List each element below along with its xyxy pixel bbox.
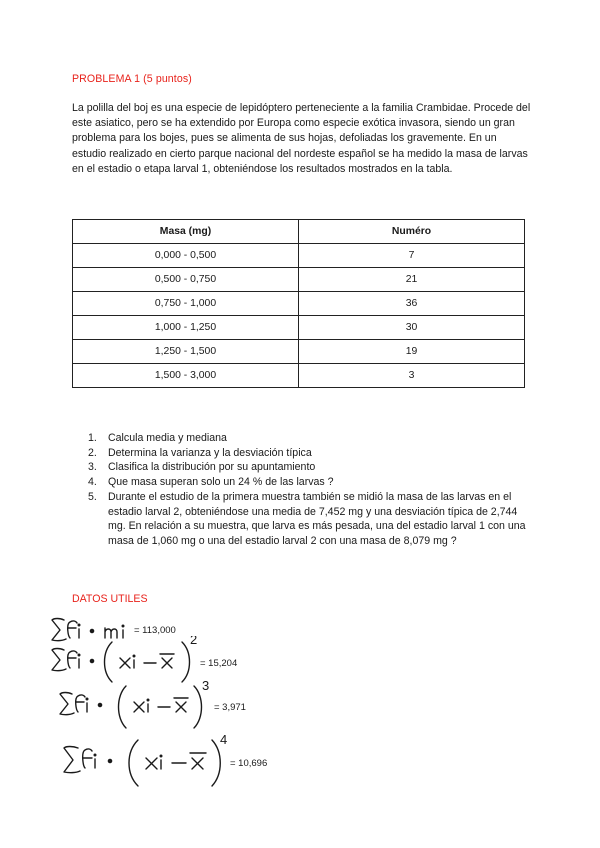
- cell-numero: 21: [299, 268, 525, 292]
- cell-numero: 36: [299, 292, 525, 316]
- question-text: Clasifica la distribución por su apuntamiento: [108, 461, 316, 474]
- question-number: 4.: [88, 476, 97, 489]
- formula-sum-fourth: [60, 732, 300, 788]
- question-text: Calcula media y mediana: [108, 432, 227, 444]
- question-text: Determina la varianza y la desviación típica: [108, 446, 312, 459]
- cell-masa: 1,500 - 3,000: [73, 364, 299, 388]
- problem-title: PROBLEMA 1 (5 puntos): [72, 73, 192, 85]
- cell-masa: 0,750 - 1,000: [73, 292, 299, 316]
- formula-value: = 15,204: [200, 658, 238, 669]
- list-item: [72, 431, 532, 446]
- table-row: [73, 340, 525, 364]
- data-table: [72, 219, 525, 388]
- list-item: [72, 490, 532, 549]
- formula-sum-cubed: [56, 678, 276, 730]
- cell-masa: 0,000 - 0,500: [73, 244, 299, 268]
- cell-numero: 7: [299, 244, 525, 268]
- formula-exponent: 2: [190, 636, 198, 647]
- table-row: [73, 316, 525, 340]
- question-text: Durante el estudio de la primera muestra también se midió la masa de las larvas en el estadio larval 2, obteniéndose una media de 7,452 mg y una desviación típica de 2,744 mg. En relación a su muestra, que larva es más pesada, una del estadio larval 1 con una masa de 1,060 mg o una del estadio larval 2 con una masa de 8,079 mg ?: [108, 490, 526, 547]
- question-number: 2.: [88, 446, 97, 459]
- header-masa: Masa (mg): [73, 220, 299, 244]
- cell-masa: 1,250 - 1,500: [73, 340, 299, 364]
- question-number: 1.: [88, 432, 97, 444]
- cell-numero: 3: [299, 364, 525, 388]
- formula-exponent: 4: [220, 732, 228, 747]
- table-row: [73, 292, 525, 316]
- list-item: [72, 460, 532, 475]
- list-item: [72, 446, 532, 461]
- formula-exponent: 3: [202, 678, 210, 693]
- cell-masa: 0,500 - 0,750: [73, 268, 299, 292]
- formula-value: = 113,000: [134, 625, 176, 636]
- formula-value: = 3,971: [214, 702, 246, 713]
- question-text: Que masa superan solo un 24 % de las larvas ?: [108, 476, 334, 489]
- question-number: 3.: [88, 461, 97, 474]
- table-header-row: [73, 220, 525, 244]
- formula-value: = 10,696: [230, 758, 268, 769]
- table-row: [73, 268, 525, 292]
- cell-numero: 19: [299, 340, 525, 364]
- header-numero: Numéro: [299, 220, 525, 244]
- list-item: [72, 475, 532, 490]
- cell-masa: 1,000 - 1,250: [73, 316, 299, 340]
- problem-intro: La polilla del boj es una especie de lepidóptero perteneciente a la familia Crambidae. Procede del este asiatico, pero se ha extendido por Europa como especie exótica invasora, siendo un gran problema para los bojes, pues se alimenta de sus hojas, defoliadas los gravemente. En un estudio realizado en cierto parque nacional del nordeste español se ha medido la masa de larvas en el estadio o etapa larval 1, obteniéndose los resultados mostrados en la tabla.: [72, 102, 531, 175]
- question-number: 5.: [88, 490, 97, 503]
- datos-title: DATOS UTILES: [72, 593, 148, 605]
- table-row: [73, 364, 525, 388]
- cell-numero: 30: [299, 316, 525, 340]
- question-list: [72, 431, 532, 549]
- table-row: [73, 244, 525, 268]
